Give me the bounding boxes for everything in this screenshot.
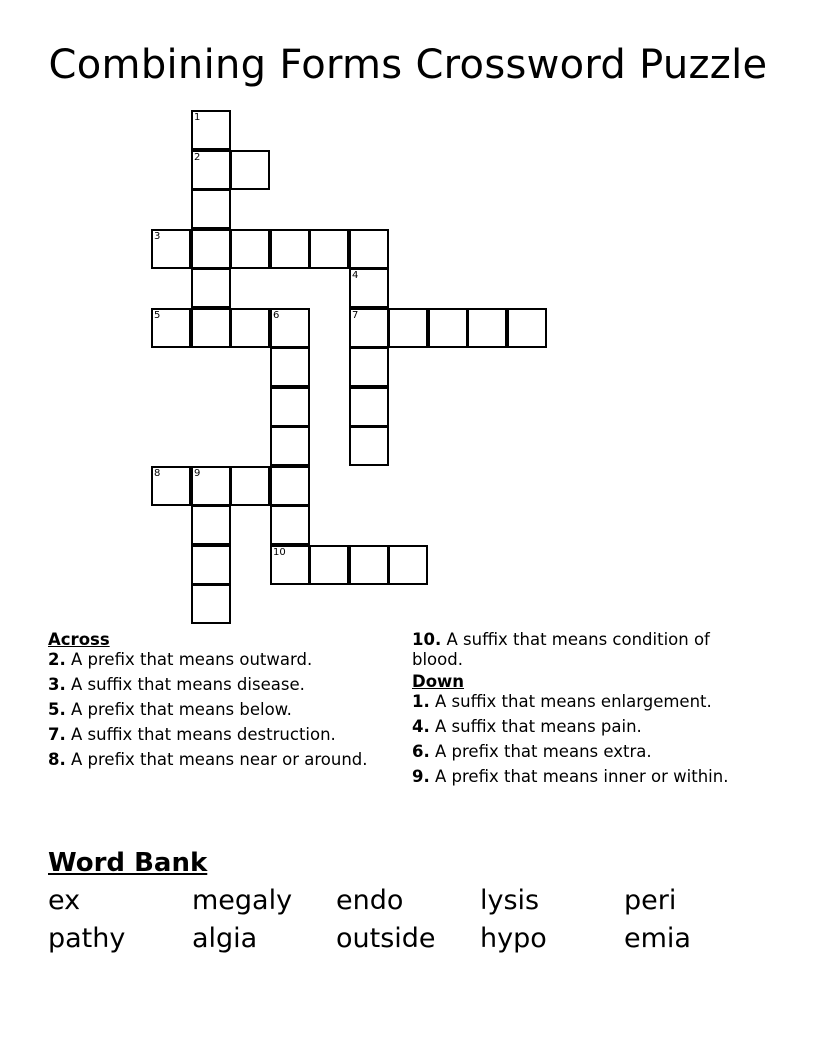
across-clue bbox=[48, 650, 378, 670]
clue-number: 8. bbox=[48, 750, 66, 769]
across-clue bbox=[48, 675, 378, 695]
crossword-cell[interactable] bbox=[270, 347, 310, 387]
crossword-cell[interactable] bbox=[191, 150, 231, 190]
clue-number: 4. bbox=[412, 717, 430, 736]
clue-text: A prefix that means outward. bbox=[71, 650, 313, 669]
crossword-cell[interactable] bbox=[388, 308, 428, 348]
crossword-cell[interactable] bbox=[191, 189, 231, 229]
clue-text: A prefix that means extra. bbox=[435, 742, 652, 761]
crossword-cell[interactable] bbox=[349, 268, 389, 308]
crossword-cell[interactable] bbox=[270, 545, 310, 585]
clue-text: A suffix that means condition of blood. bbox=[412, 630, 710, 669]
clue-number: 7. bbox=[48, 725, 66, 744]
crossword-cell[interactable] bbox=[349, 229, 389, 269]
word-bank-word: megaly bbox=[192, 885, 293, 916]
word-bank-word: endo bbox=[336, 885, 404, 916]
crossword-cell[interactable] bbox=[270, 229, 310, 269]
crossword-cell[interactable] bbox=[388, 545, 428, 585]
crossword-cell[interactable] bbox=[191, 466, 231, 506]
down-clue bbox=[412, 692, 757, 712]
clue-number: 1. bbox=[412, 692, 430, 711]
clues-left-column bbox=[48, 630, 378, 775]
clue-number: 3. bbox=[48, 675, 66, 694]
crossword-cell[interactable] bbox=[349, 308, 389, 348]
crossword-cell[interactable] bbox=[507, 308, 547, 348]
cell-number: 7 bbox=[352, 310, 359, 321]
word-bank-word: peri bbox=[624, 885, 677, 916]
cell-number: 10 bbox=[273, 547, 286, 558]
down-clue bbox=[412, 742, 757, 762]
cell-number: 6 bbox=[273, 310, 280, 321]
crossword-cell[interactable] bbox=[309, 545, 349, 585]
crossword-cell[interactable] bbox=[467, 308, 507, 348]
word-bank-row bbox=[48, 882, 788, 920]
cell-number: 9 bbox=[194, 468, 201, 479]
crossword-cell[interactable] bbox=[349, 347, 389, 387]
clues-right-column bbox=[412, 630, 757, 792]
clue-number: 5. bbox=[48, 700, 66, 719]
across-clue bbox=[48, 700, 378, 720]
across-heading: Across bbox=[48, 630, 110, 649]
across-clue bbox=[48, 725, 378, 745]
crossword-cell[interactable] bbox=[230, 229, 270, 269]
across-clue bbox=[412, 630, 757, 670]
word-bank-word: lysis bbox=[480, 885, 540, 916]
cell-number: 5 bbox=[154, 310, 161, 321]
crossword-cell[interactable] bbox=[191, 110, 231, 150]
clue-text: A suffix that means destruction. bbox=[71, 725, 336, 744]
crossword-cell[interactable] bbox=[191, 545, 231, 585]
crossword-cell[interactable] bbox=[309, 229, 349, 269]
clue-text: A suffix that means enlargement. bbox=[435, 692, 712, 711]
clue-text: A suffix that means pain. bbox=[435, 717, 642, 736]
clue-number: 10. bbox=[412, 630, 442, 649]
word-bank-word: hypo bbox=[480, 923, 547, 954]
down-clue bbox=[412, 767, 757, 787]
word-bank-word: outside bbox=[336, 923, 436, 954]
down-heading: Down bbox=[412, 672, 465, 691]
word-bank-word: ex bbox=[48, 885, 81, 916]
crossword-cell[interactable] bbox=[191, 229, 231, 269]
crossword-cell[interactable] bbox=[270, 387, 310, 427]
crossword-cell[interactable] bbox=[230, 466, 270, 506]
word-bank-word: pathy bbox=[48, 923, 126, 954]
cell-number: 3 bbox=[154, 231, 161, 242]
clue-number: 2. bbox=[48, 650, 66, 669]
page-title: Combining Forms Crossword Puzzle bbox=[48, 42, 768, 88]
word-bank-word: algia bbox=[192, 923, 258, 954]
crossword-cell[interactable] bbox=[191, 505, 231, 545]
word-bank bbox=[48, 882, 788, 958]
crossword-cell[interactable] bbox=[191, 584, 231, 624]
clue-number: 9. bbox=[412, 767, 430, 786]
down-clue bbox=[412, 717, 757, 737]
crossword-cell[interactable] bbox=[230, 150, 270, 190]
clue-number: 6. bbox=[412, 742, 430, 761]
crossword-cell[interactable] bbox=[270, 505, 310, 545]
across-clue bbox=[48, 750, 378, 770]
crossword-cell[interactable] bbox=[151, 466, 191, 506]
cell-number: 2 bbox=[194, 152, 201, 163]
cell-number: 1 bbox=[194, 112, 201, 123]
crossword-cell[interactable] bbox=[349, 387, 389, 427]
crossword-cell[interactable] bbox=[349, 426, 389, 466]
crossword-cell[interactable] bbox=[151, 308, 191, 348]
word-bank-word: emia bbox=[624, 923, 691, 954]
crossword-cell[interactable] bbox=[191, 268, 231, 308]
cell-number: 8 bbox=[154, 468, 161, 479]
crossword-cell[interactable] bbox=[428, 308, 468, 348]
cell-number: 4 bbox=[352, 270, 359, 281]
word-bank-row bbox=[48, 920, 788, 958]
crossword-cell[interactable] bbox=[270, 308, 310, 348]
word-bank-title: Word Bank bbox=[48, 848, 208, 878]
clue-text: A prefix that means inner or within. bbox=[435, 767, 729, 786]
crossword-cell[interactable] bbox=[151, 229, 191, 269]
clue-text: A prefix that means near or around. bbox=[71, 750, 368, 769]
crossword-cell[interactable] bbox=[270, 466, 310, 506]
clue-text: A suffix that means disease. bbox=[71, 675, 305, 694]
crossword-cell[interactable] bbox=[349, 545, 389, 585]
crossword-cell[interactable] bbox=[270, 426, 310, 466]
crossword-cell[interactable] bbox=[230, 308, 270, 348]
clue-text: A prefix that means below. bbox=[71, 700, 292, 719]
crossword-cell[interactable] bbox=[191, 308, 231, 348]
